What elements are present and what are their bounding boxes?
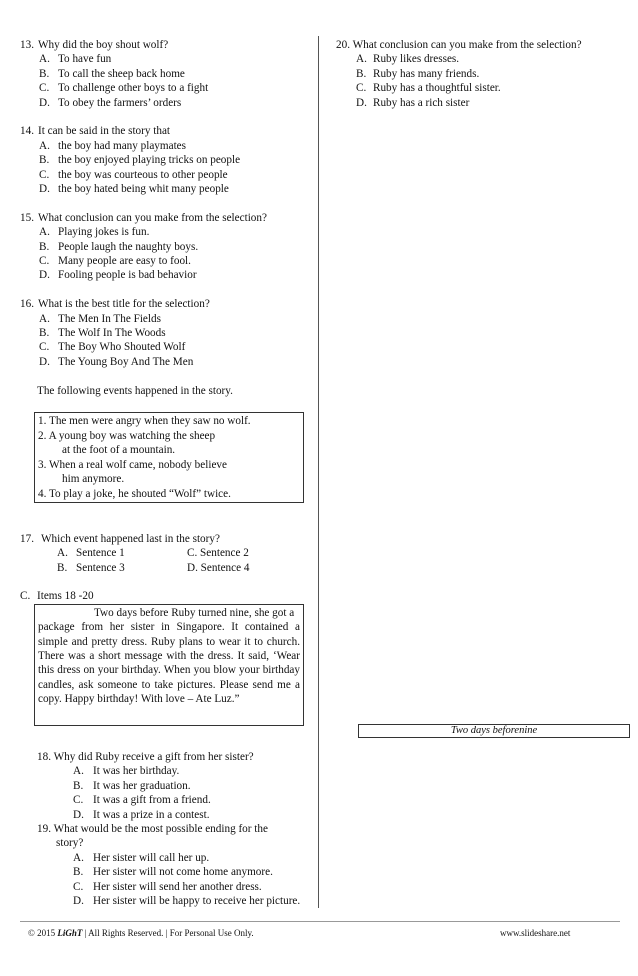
event-line: 4. To play a joke, he shouted “Wolf” twice. (38, 487, 231, 500)
left-column (20, 38, 312, 908)
question-stem: It can be said in the story that (38, 125, 171, 138)
option (336, 81, 626, 95)
footer-brand: LiGhT (57, 928, 83, 938)
option-text: To challenge other boys to a fight (58, 82, 209, 95)
option-text: The Young Boy And The Men (58, 355, 194, 368)
option-text: The Wolf In The Woods (58, 327, 166, 340)
option (20, 254, 312, 268)
question-16 (20, 297, 312, 369)
option-text: Ruby has a rich sister (373, 96, 470, 109)
option-letter: D. (73, 808, 84, 821)
option (20, 268, 312, 282)
option-text: Her sister will be happy to receive her picture. (93, 895, 301, 908)
question-stem-cont: story? (56, 837, 84, 850)
event-line: him anymore. (62, 473, 125, 486)
option-letter: D. (39, 183, 50, 196)
question-number: 16. (20, 298, 34, 311)
option (20, 168, 312, 182)
events-box (34, 412, 304, 502)
option-letter: D. (39, 355, 50, 368)
question-stem: What conclusion can you make from the selection? (38, 211, 267, 224)
section-c-label: C. Items 18 -20 (20, 590, 94, 603)
option-text: Ruby has many friends. (373, 67, 480, 80)
option-letter: A. (39, 139, 50, 152)
option-letter: C. (39, 82, 50, 95)
option-text: the boy enjoyed playing tricks on people (58, 154, 241, 167)
events-intro: The following events happened in the story. (37, 384, 233, 397)
option-letter: B. (356, 67, 367, 80)
question-18 (20, 750, 312, 822)
option-letter: B. (39, 327, 50, 340)
option-letter: D. (39, 96, 50, 109)
option (20, 96, 312, 110)
option-letter: D. (73, 895, 84, 908)
option-text: Ruby has a thoughtful sister. (373, 82, 501, 95)
option-text: D. Sentence 4 (187, 561, 250, 574)
event-line: 2. A young boy was watching the sheep (38, 429, 216, 442)
option-letter: D. (39, 269, 50, 282)
option-letter: D. (356, 96, 367, 109)
passage-text: package from her sister in Singapore. It contained a simple and pretty dress. Ruby plans to wear it to church. There was a short message with the dress. It said, ‘Wear this dress on your birthday. When you blow your birthday candles, ask someone to take pictures. Please send me a copy. Happy birthday! With love – Ate Luz.” (38, 621, 300, 706)
option (37, 808, 312, 822)
event-line: 1. The men were angry when they saw no wolf. (38, 415, 251, 428)
option-letter: C. (39, 341, 50, 354)
option-text: Fooling people is bad behavior (58, 269, 197, 282)
option-text: Playing jokes is fun. (58, 226, 150, 239)
column-divider (318, 36, 319, 908)
question-15 (20, 211, 312, 283)
option-text: Her sister will send her another dress. (93, 880, 262, 893)
option-letter: A. (57, 547, 68, 560)
option (20, 225, 312, 239)
option (37, 880, 312, 894)
question-number: 15. (20, 211, 34, 224)
answer-box: Two days beforenine (358, 724, 630, 738)
option-letter: C. (73, 794, 84, 807)
option (37, 851, 312, 865)
option-text: the boy was courteous to other people (58, 168, 228, 181)
option-text: People laugh the naughty boys. (58, 240, 199, 253)
option (37, 779, 312, 793)
question-stem: What is the best title for the selection? (38, 298, 210, 311)
option-text: Ruby likes dresses. (373, 53, 460, 66)
options-list (37, 851, 312, 909)
section-title: Items 18 -20 (37, 590, 94, 603)
option (336, 96, 626, 110)
question-number: 17. (20, 532, 34, 545)
option-text: the boy had many playmates (58, 139, 187, 152)
option-text: It was a prize in a contest. (93, 808, 210, 821)
option-text: It was a gift from a friend. (93, 794, 211, 807)
option (20, 182, 312, 196)
option-text: Her sister will not come home anymore. (93, 866, 273, 879)
question-13 (20, 38, 312, 110)
option-text: It was her graduation. (93, 779, 191, 792)
option (336, 52, 626, 66)
questions-13-16 (20, 38, 312, 384)
option-letter: B. (39, 154, 50, 167)
option-letter: B. (39, 240, 50, 253)
option (20, 81, 312, 95)
question-stem: Why did the boy shout wolf? (38, 39, 169, 51)
option (336, 67, 626, 81)
option-text: To call the sheep back home (58, 67, 185, 80)
option (37, 865, 312, 879)
option-text: Sentence 1 (76, 547, 125, 560)
option (20, 312, 312, 326)
option-letter: A. (39, 226, 50, 239)
question-stem: 19. What would be the most possible ending for the (37, 822, 268, 835)
option-letter: B. (73, 866, 84, 879)
option (20, 240, 312, 254)
question-stem: 18. Why did Ruby receive a gift from her sister? (37, 750, 254, 763)
option-letter: C. (39, 255, 50, 268)
footer-copyright: © 2015 LiGhT | All Rights Reserved. | For Personal Use Only. (28, 928, 254, 938)
question-stem: 20. What conclusion can you make from the selection? (336, 39, 582, 51)
option-letter: C. (356, 82, 367, 95)
option-letter: A. (39, 312, 50, 325)
option-text: To have fun (58, 53, 112, 66)
option-letter: C. (73, 880, 84, 893)
option (37, 894, 312, 908)
option (20, 52, 312, 66)
option (20, 326, 312, 340)
footer-rule (20, 921, 620, 922)
question-number: 14. (20, 125, 34, 138)
option (20, 139, 312, 153)
option-text: C. Sentence 2 (187, 547, 249, 560)
option (20, 340, 312, 354)
option-letter: A. (73, 765, 84, 778)
option-letter: B. (57, 561, 68, 574)
option (20, 153, 312, 167)
option-text: The Boy Who Shouted Wolf (58, 341, 186, 354)
option-text: Many people are easy to fool. (58, 255, 191, 268)
footer-site: www.slideshare.net (500, 928, 571, 938)
option-letter: B. (73, 779, 84, 792)
question-stem: Which event happened last in the story? (41, 532, 220, 545)
option-text: Sentence 3 (76, 561, 125, 574)
options-list (37, 764, 312, 822)
option-text: The Men In The Fields (58, 312, 161, 325)
event-line: 3. When a real wolf came, nobody believe (38, 458, 227, 471)
option (20, 67, 312, 81)
option (20, 355, 312, 369)
question-number: 13. (20, 39, 34, 51)
option-text: It was her birthday. (93, 765, 180, 778)
option-text: the boy hated being whit many people (58, 183, 229, 196)
option-letter: A. (356, 53, 367, 66)
option-letter: A. (73, 851, 84, 864)
passage-box (34, 604, 304, 726)
question-19 (20, 822, 312, 908)
question-17 (20, 532, 312, 575)
option-text: Her sister will call her up. (93, 851, 210, 864)
question-14 (20, 124, 312, 196)
option (37, 793, 312, 807)
right-column (336, 38, 626, 110)
option-letter: A. (39, 53, 50, 66)
option (37, 764, 312, 778)
event-line: at the foot of a mountain. (62, 444, 176, 457)
option-text: To obey the farmers’ orders (58, 96, 182, 109)
option-letter: B. (39, 67, 50, 80)
options-list (336, 52, 626, 110)
option-letter: C. (39, 168, 50, 181)
passage-first-line: Two days before Ruby turned nine, she got a (94, 606, 295, 619)
